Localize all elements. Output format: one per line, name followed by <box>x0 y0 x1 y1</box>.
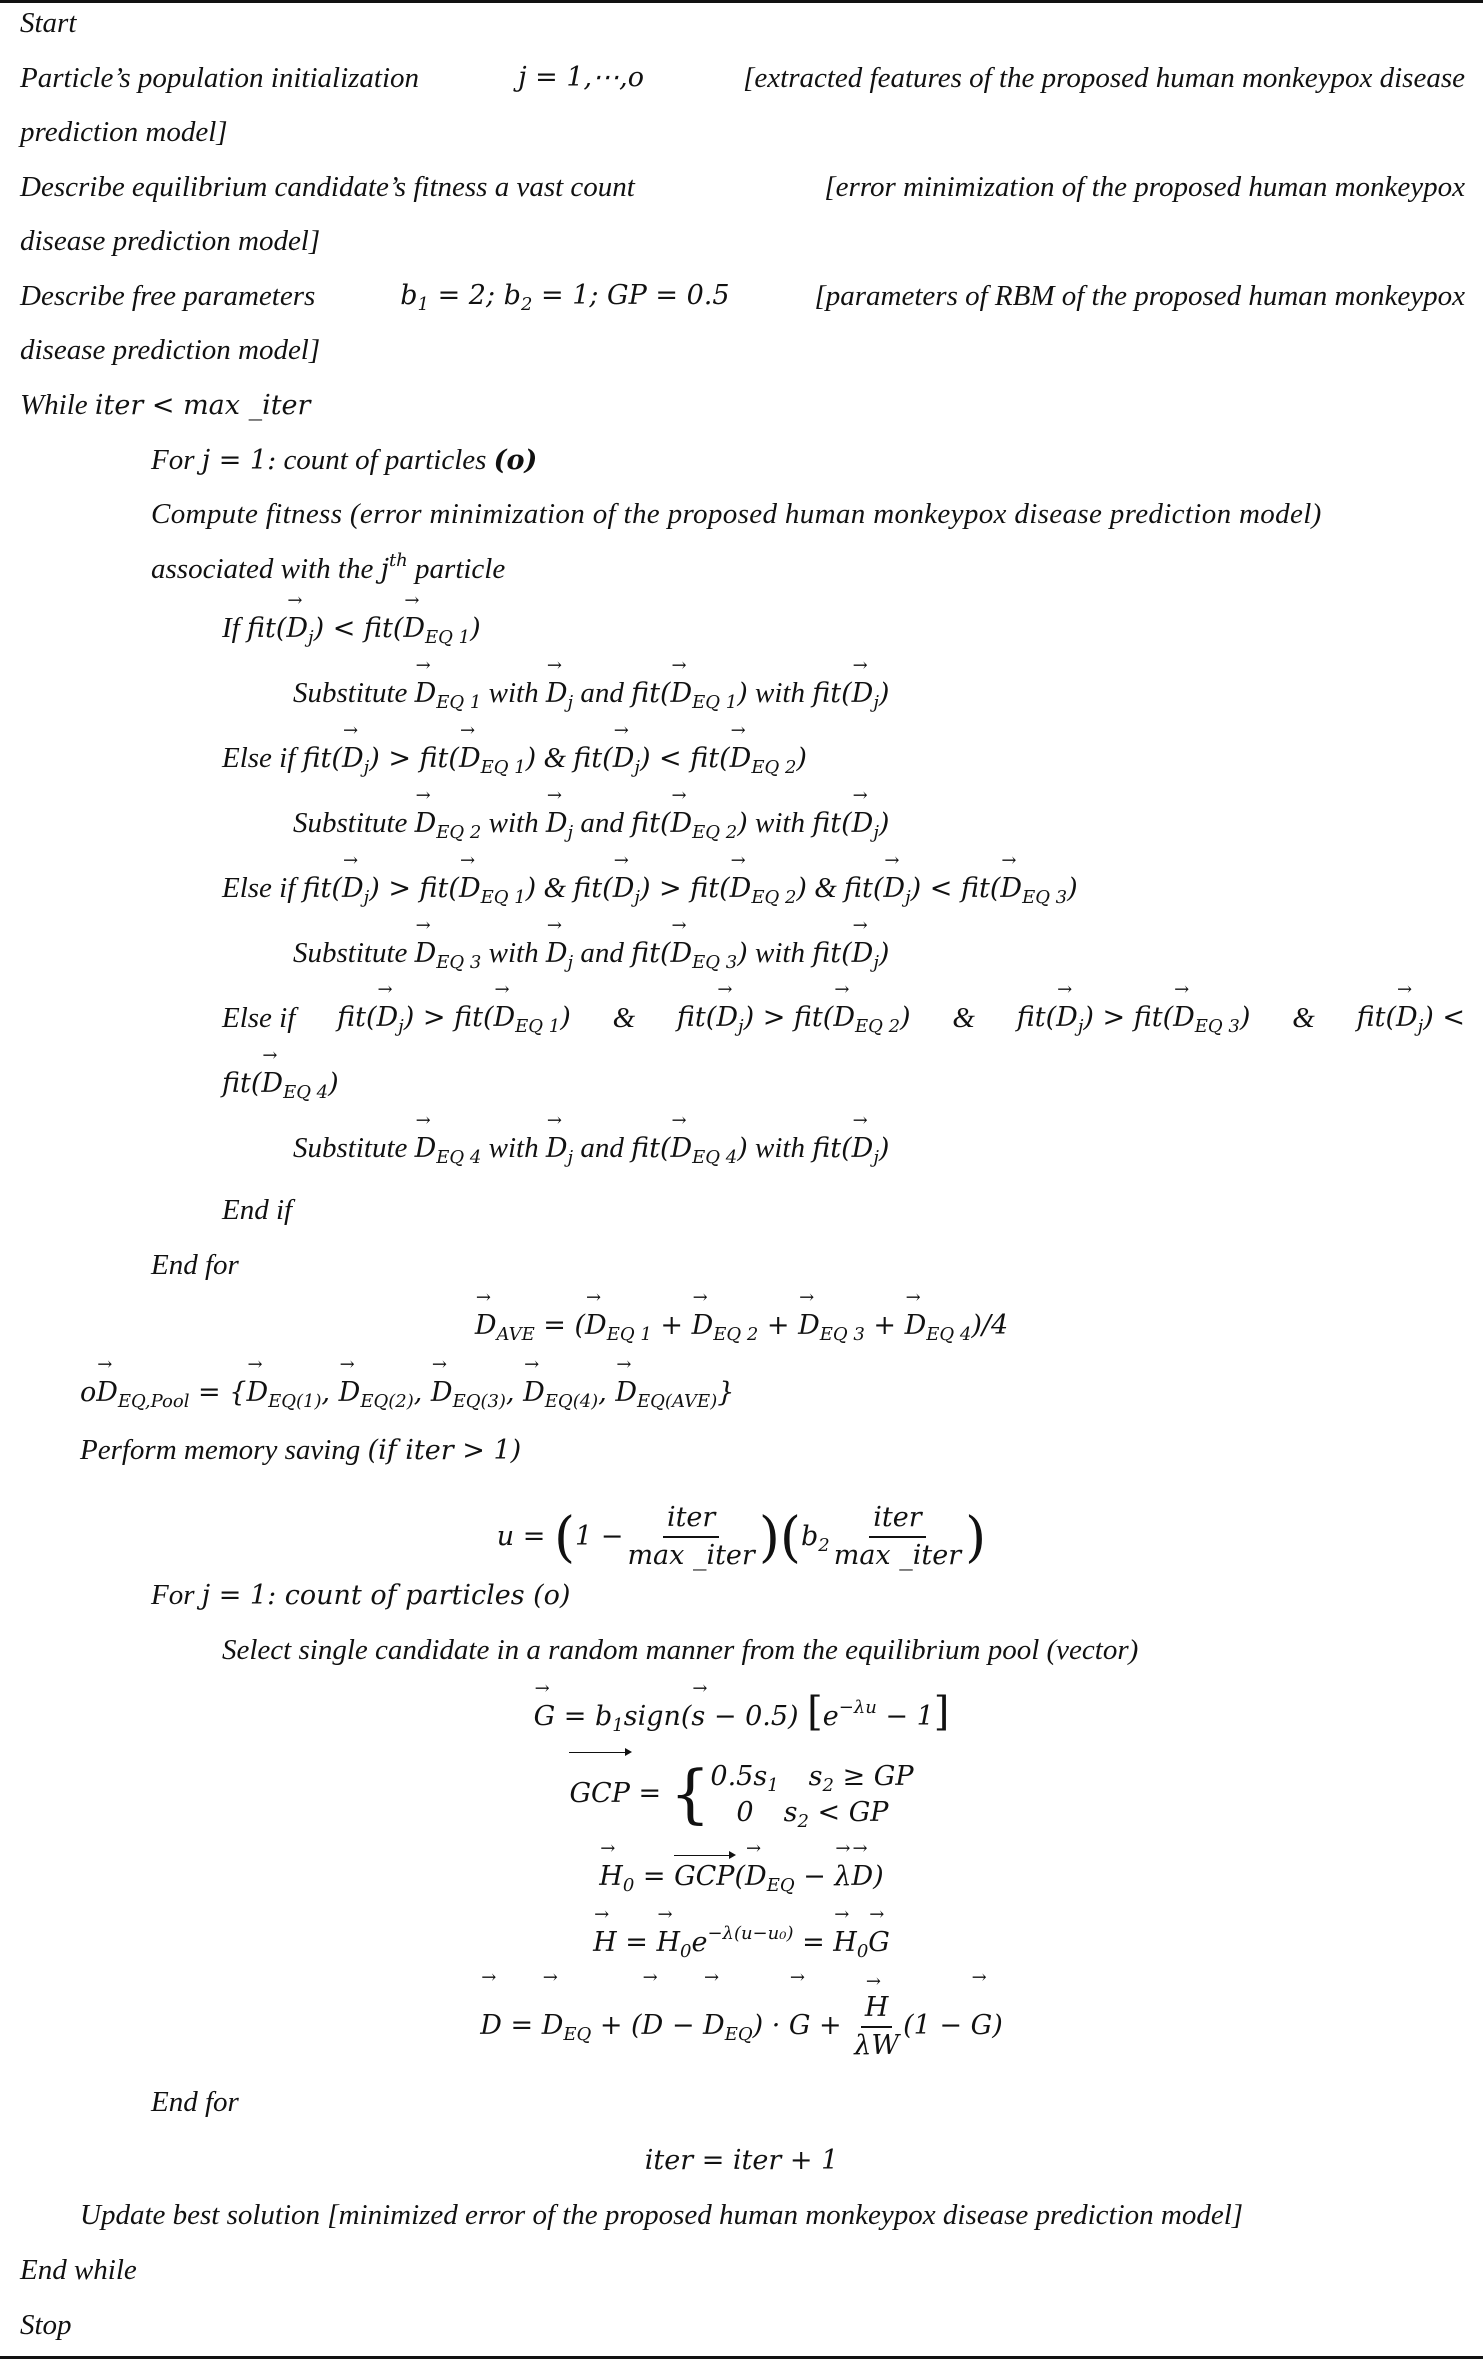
d-update-equation: → D = → $D_{EQ}$ + (→ D − → $D_{EQ}$) · → G + → $\frac{H}{\lambda W}$ (1 − → G) <box>0 1985 1483 2065</box>
params-note-cont <box>20 330 320 370</box>
init-note-cont <box>20 112 228 152</box>
for1-keyword: For <box>151 444 195 476</box>
memory-math: (if iter > 1) <box>367 1435 522 1466</box>
endfor1-line <box>151 1245 239 1285</box>
fitness-text: Describe equilibrium candidate’s fitness a vast count <box>20 171 635 203</box>
select-line <box>222 1630 1138 1670</box>
params-note: [parameters of RBM of the proposed human monkeypox <box>814 280 1465 312</box>
init-note: [extracted features of the proposed human monkeypox disease <box>743 62 1465 94</box>
init-note-b: prediction model] <box>20 116 228 148</box>
stop-line <box>20 2305 72 2345</box>
d-ave-equation: → $D_{AVE}$ = (→ $D_{EQ 1}$ + → $D_{EQ 2}$ + → $D_{EQ 3}$ + → $D_{EQ 4})/4$ <box>0 1305 1483 1346</box>
elseif2-line: Else if $fit(\to D_j) > fit(\to D_{EQ 1})$ & $fit(\to D_j) < fit(\to D_{EQ 2})$ <box>222 738 807 779</box>
sub2-line: Substitute → $D_{EQ 2}$ with → $D_j$ and $fit(\to D_{EQ 2})$ with $fit(\to D_j)$ <box>293 803 889 844</box>
fitness-note: [error minimization of the proposed human monkeypox <box>824 171 1465 203</box>
compute-line-b <box>151 549 505 590</box>
while-line <box>20 385 310 426</box>
sub1-line: Substitute → $D_{EQ 1}$ with → $D_j$ and $fit(\to D_{EQ 1})$ with $fit(\to D_j)$ <box>293 673 889 714</box>
init-math: j = 1,⋯,o <box>518 62 644 93</box>
u-equation: u = (1 − $\frac{\text{iter}}{\text{max \_iter}}$ )($b_2$ $\frac{\text{iter}}{\text{max \_iter}}$ ) <box>496 1502 987 1571</box>
top-rule <box>0 0 1483 3</box>
stop-keyword: Stop <box>20 2309 72 2341</box>
elseif4-line: Else if $fit(\to D_j) > fit(\to D_{EQ 1})$ & $fit(\to D_j) > fit(\to D_{EQ 2})$ & $fit(\to D_j) > fit(\to D_{EQ 3})$ & $fit(\to D_j)$ < <box>222 998 1465 1038</box>
update-best-text: Update best solution [minimized error of the proposed human monkeypox disease prediction model] <box>80 2199 1244 2231</box>
endfor2-line <box>151 2082 239 2122</box>
endif-keyword: End if <box>222 1194 293 1226</box>
params-note-b: disease prediction model] <box>20 334 321 366</box>
for1-math: j = 1: <box>201 445 277 476</box>
params-text: Describe free parameters <box>20 280 316 312</box>
bottom-rule <box>0 2356 1483 2359</box>
compute-b-post: particle <box>415 553 506 585</box>
for1-text: count of particles <box>283 444 487 476</box>
for2-line <box>151 1575 570 1616</box>
sub1-math-d: $fit(\to D_j)$ <box>812 678 889 709</box>
fitness-note-cont <box>20 221 320 261</box>
for1-line <box>151 440 537 481</box>
fitness-line <box>20 167 1465 207</box>
gcp-equation: GCP = { $0.5s_1$ $s_2$ ≥ GP 0 $s_2$ < GP <box>0 1752 1483 1832</box>
params-math: $b_1 = 2$; $b_2 = 1$; GP = 0.5 <box>400 280 730 315</box>
iter-update-equation: iter = iter + 1 <box>644 2145 839 2176</box>
endfor1-keyword: End for <box>151 1249 239 1281</box>
sub1-math-c: $fit(\to D_{EQ 1})$ <box>631 678 748 709</box>
h0-equation: → $H_0 = GCP(\to D_{EQ}$ − → λ→ D) <box>0 1855 1483 1897</box>
sub1-math-a: → $D_{EQ 1}$ <box>415 678 482 709</box>
init-line <box>20 58 1465 98</box>
sub3-line: Substitute → $D_{EQ 3}$ with → $D_j$ and $fit(\to D_{EQ 3})$ with $fit(\to D_j)$ <box>293 933 889 974</box>
start-keyword: Start <box>20 7 77 39</box>
memory-text: Perform memory saving <box>80 1434 361 1466</box>
endif-line <box>222 1190 292 1230</box>
if-condition: $fit(\to D_j) < fit(\to D_{EQ 1})$ <box>247 613 481 644</box>
start-line <box>20 3 76 43</box>
pool-equation: $o\to D_{EQ,Pool}$ = {→ $D_{EQ(1)}$, → $D_{EQ(2)}$, → $D_{EQ(3)}$, → $D_{EQ(4)}$, → $D_{EQ(AVE)}$} <box>80 1372 734 1413</box>
h-equation: → H = → $H_0e^{-\lambda(u-u_0)}$ = → $H_0\to G$ <box>0 1922 1483 1963</box>
sub4-line: Substitute → $D_{EQ 4}$ with → $D_j$ and $fit(\to D_{EQ 4})$ with $fit(\to D_j)$ <box>293 1128 889 1169</box>
end-while-keyword: End while <box>20 2254 137 2286</box>
substitute-keyword: Substitute <box>293 677 408 709</box>
compute-b-j: $j^{th}$ <box>380 550 408 585</box>
while-keyword: While <box>20 389 88 421</box>
compute-line <box>151 494 1465 534</box>
for1-var: (o) <box>493 445 538 476</box>
for2-math: j = 1: count of particles (o) <box>201 1580 571 1611</box>
sub1-math-b: → $D_j$ <box>546 678 573 709</box>
endfor2-keyword: End for <box>151 2086 239 2118</box>
g-equation: → $G = b_1sign(\to s - 0.5) [e^{-\lambda u} - 1]$ <box>0 1692 1483 1737</box>
if-keyword: If <box>222 612 240 644</box>
end-while-line <box>20 2250 137 2290</box>
update-best-line <box>80 2195 1243 2235</box>
elseif4-line-cont: $fit(\to D_{EQ 4})$ <box>222 1063 339 1104</box>
memory-line <box>80 1430 521 1471</box>
while-condition: iter < max _iter <box>94 390 311 421</box>
elseif2-condition: $fit(\to D_j) > fit(\to D_{EQ 1})$ <box>303 743 537 774</box>
compute-text: Compute fitness (error minimization of the proposed human monkeypox disease prediction model) <box>151 498 1322 530</box>
compute-b-pre: associated with the <box>151 553 374 585</box>
if-line <box>222 608 481 649</box>
for2-keyword: For <box>151 1579 195 1611</box>
init-text: Particle’s population initialization <box>20 62 420 94</box>
elseif3-line: Else if $fit(\to D_j) > fit(\to D_{EQ 1})$ & $fit(\to D_j) > fit(\to D_{EQ 2})$ & $fit(\to D_j) < fit(\to D_{EQ 3})$ <box>222 868 1078 909</box>
params-line <box>20 276 1465 316</box>
select-text: Select single candidate in a random manner from the equilibrium pool (vector) <box>222 1634 1139 1666</box>
fitness-note-b: disease prediction model] <box>20 225 321 257</box>
elseif-keyword: Else if <box>222 742 296 774</box>
